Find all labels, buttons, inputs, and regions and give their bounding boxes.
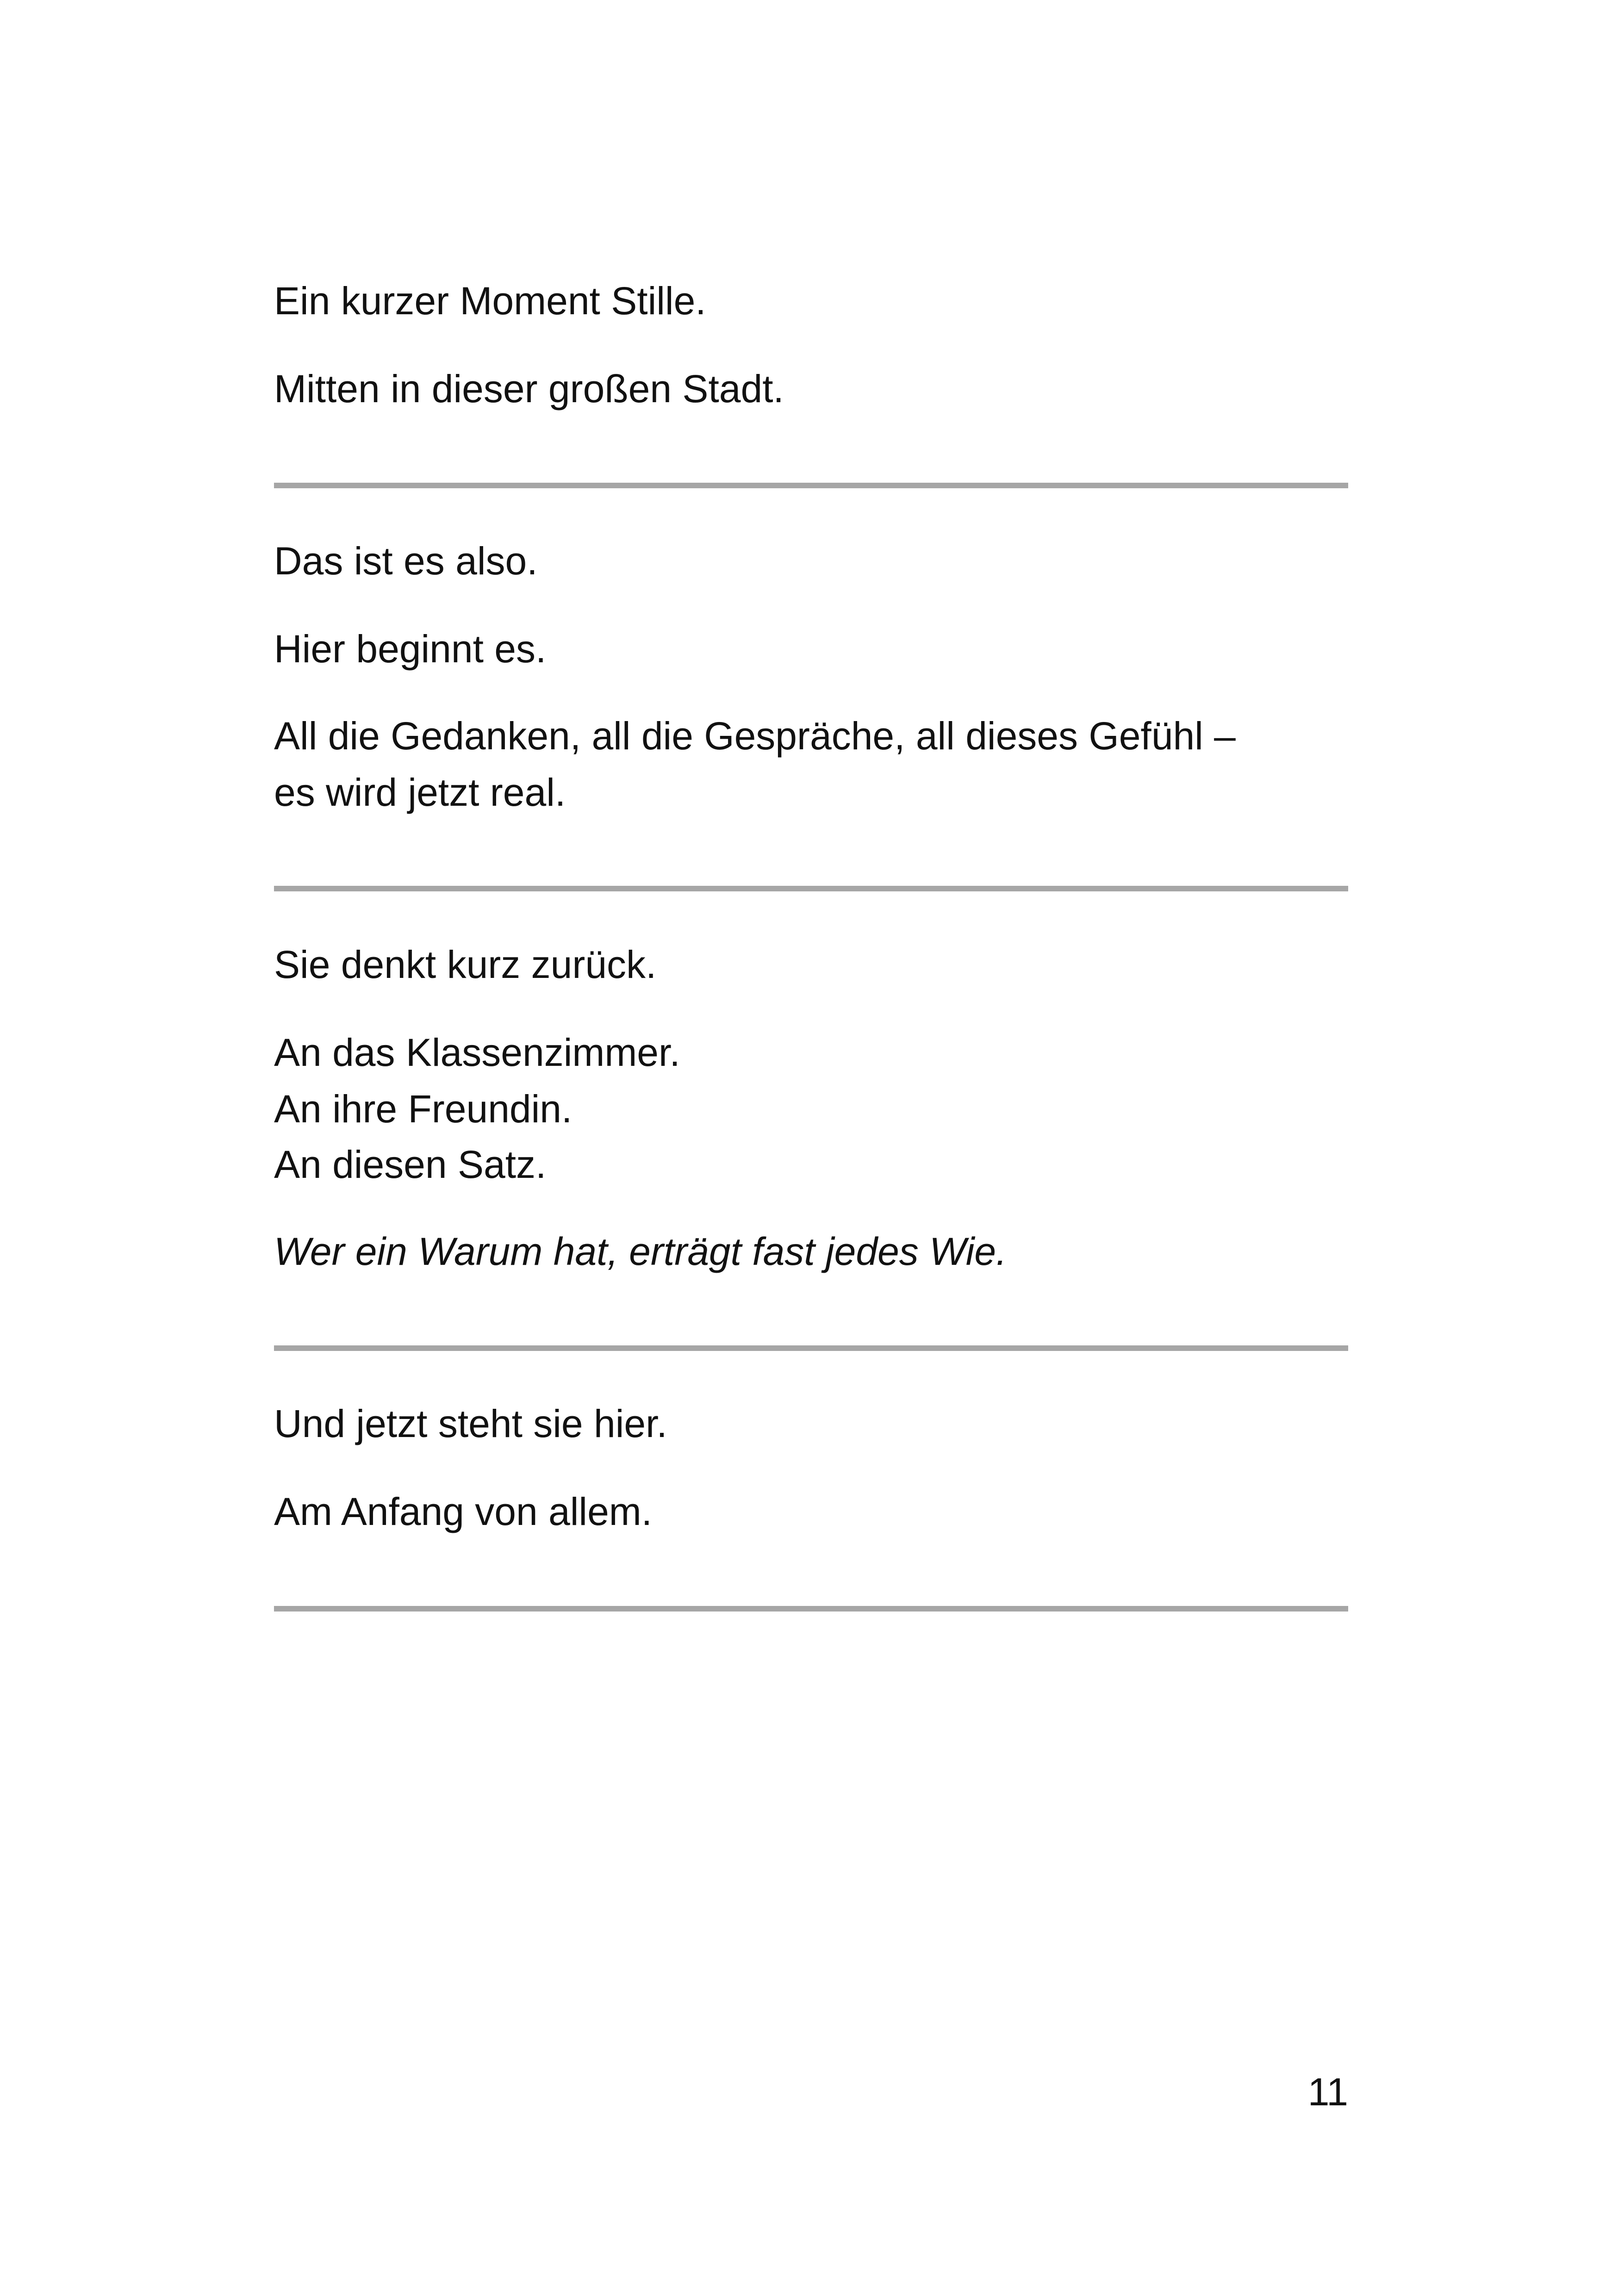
text-line: An diesen Satz. — [274, 1143, 547, 1186]
text-line: Und jetzt steht sie hier. — [274, 1402, 667, 1445]
text-line: Am Anfang von allem. — [274, 1490, 653, 1533]
text-line: All die Gedanken, all die Gespräche, all dieses Gefühl – — [274, 714, 1236, 758]
text-line: Sie denkt kurz zurück. — [274, 943, 657, 986]
text-line: Das ist es also. — [274, 539, 538, 583]
text-line: An das Klassenzimmer. — [274, 1031, 680, 1074]
section-divider — [274, 1345, 1348, 1351]
text-line: es wird jetzt real. — [274, 771, 566, 814]
text-line: An ihre Freundin. — [274, 1087, 573, 1131]
text-line: Mitten in dieser großen Stadt. — [274, 367, 784, 411]
page-number: 11 — [1307, 2070, 1348, 2114]
text-line: Hier beginnt es. — [274, 627, 547, 671]
section-divider — [274, 1606, 1348, 1612]
section-divider — [274, 483, 1348, 488]
text-line: Ein kurzer Moment Stille. — [274, 279, 706, 323]
quote-line: Wer ein Warum hat, erträgt fast jedes Wie. — [274, 1230, 1007, 1273]
section-divider — [274, 886, 1348, 891]
